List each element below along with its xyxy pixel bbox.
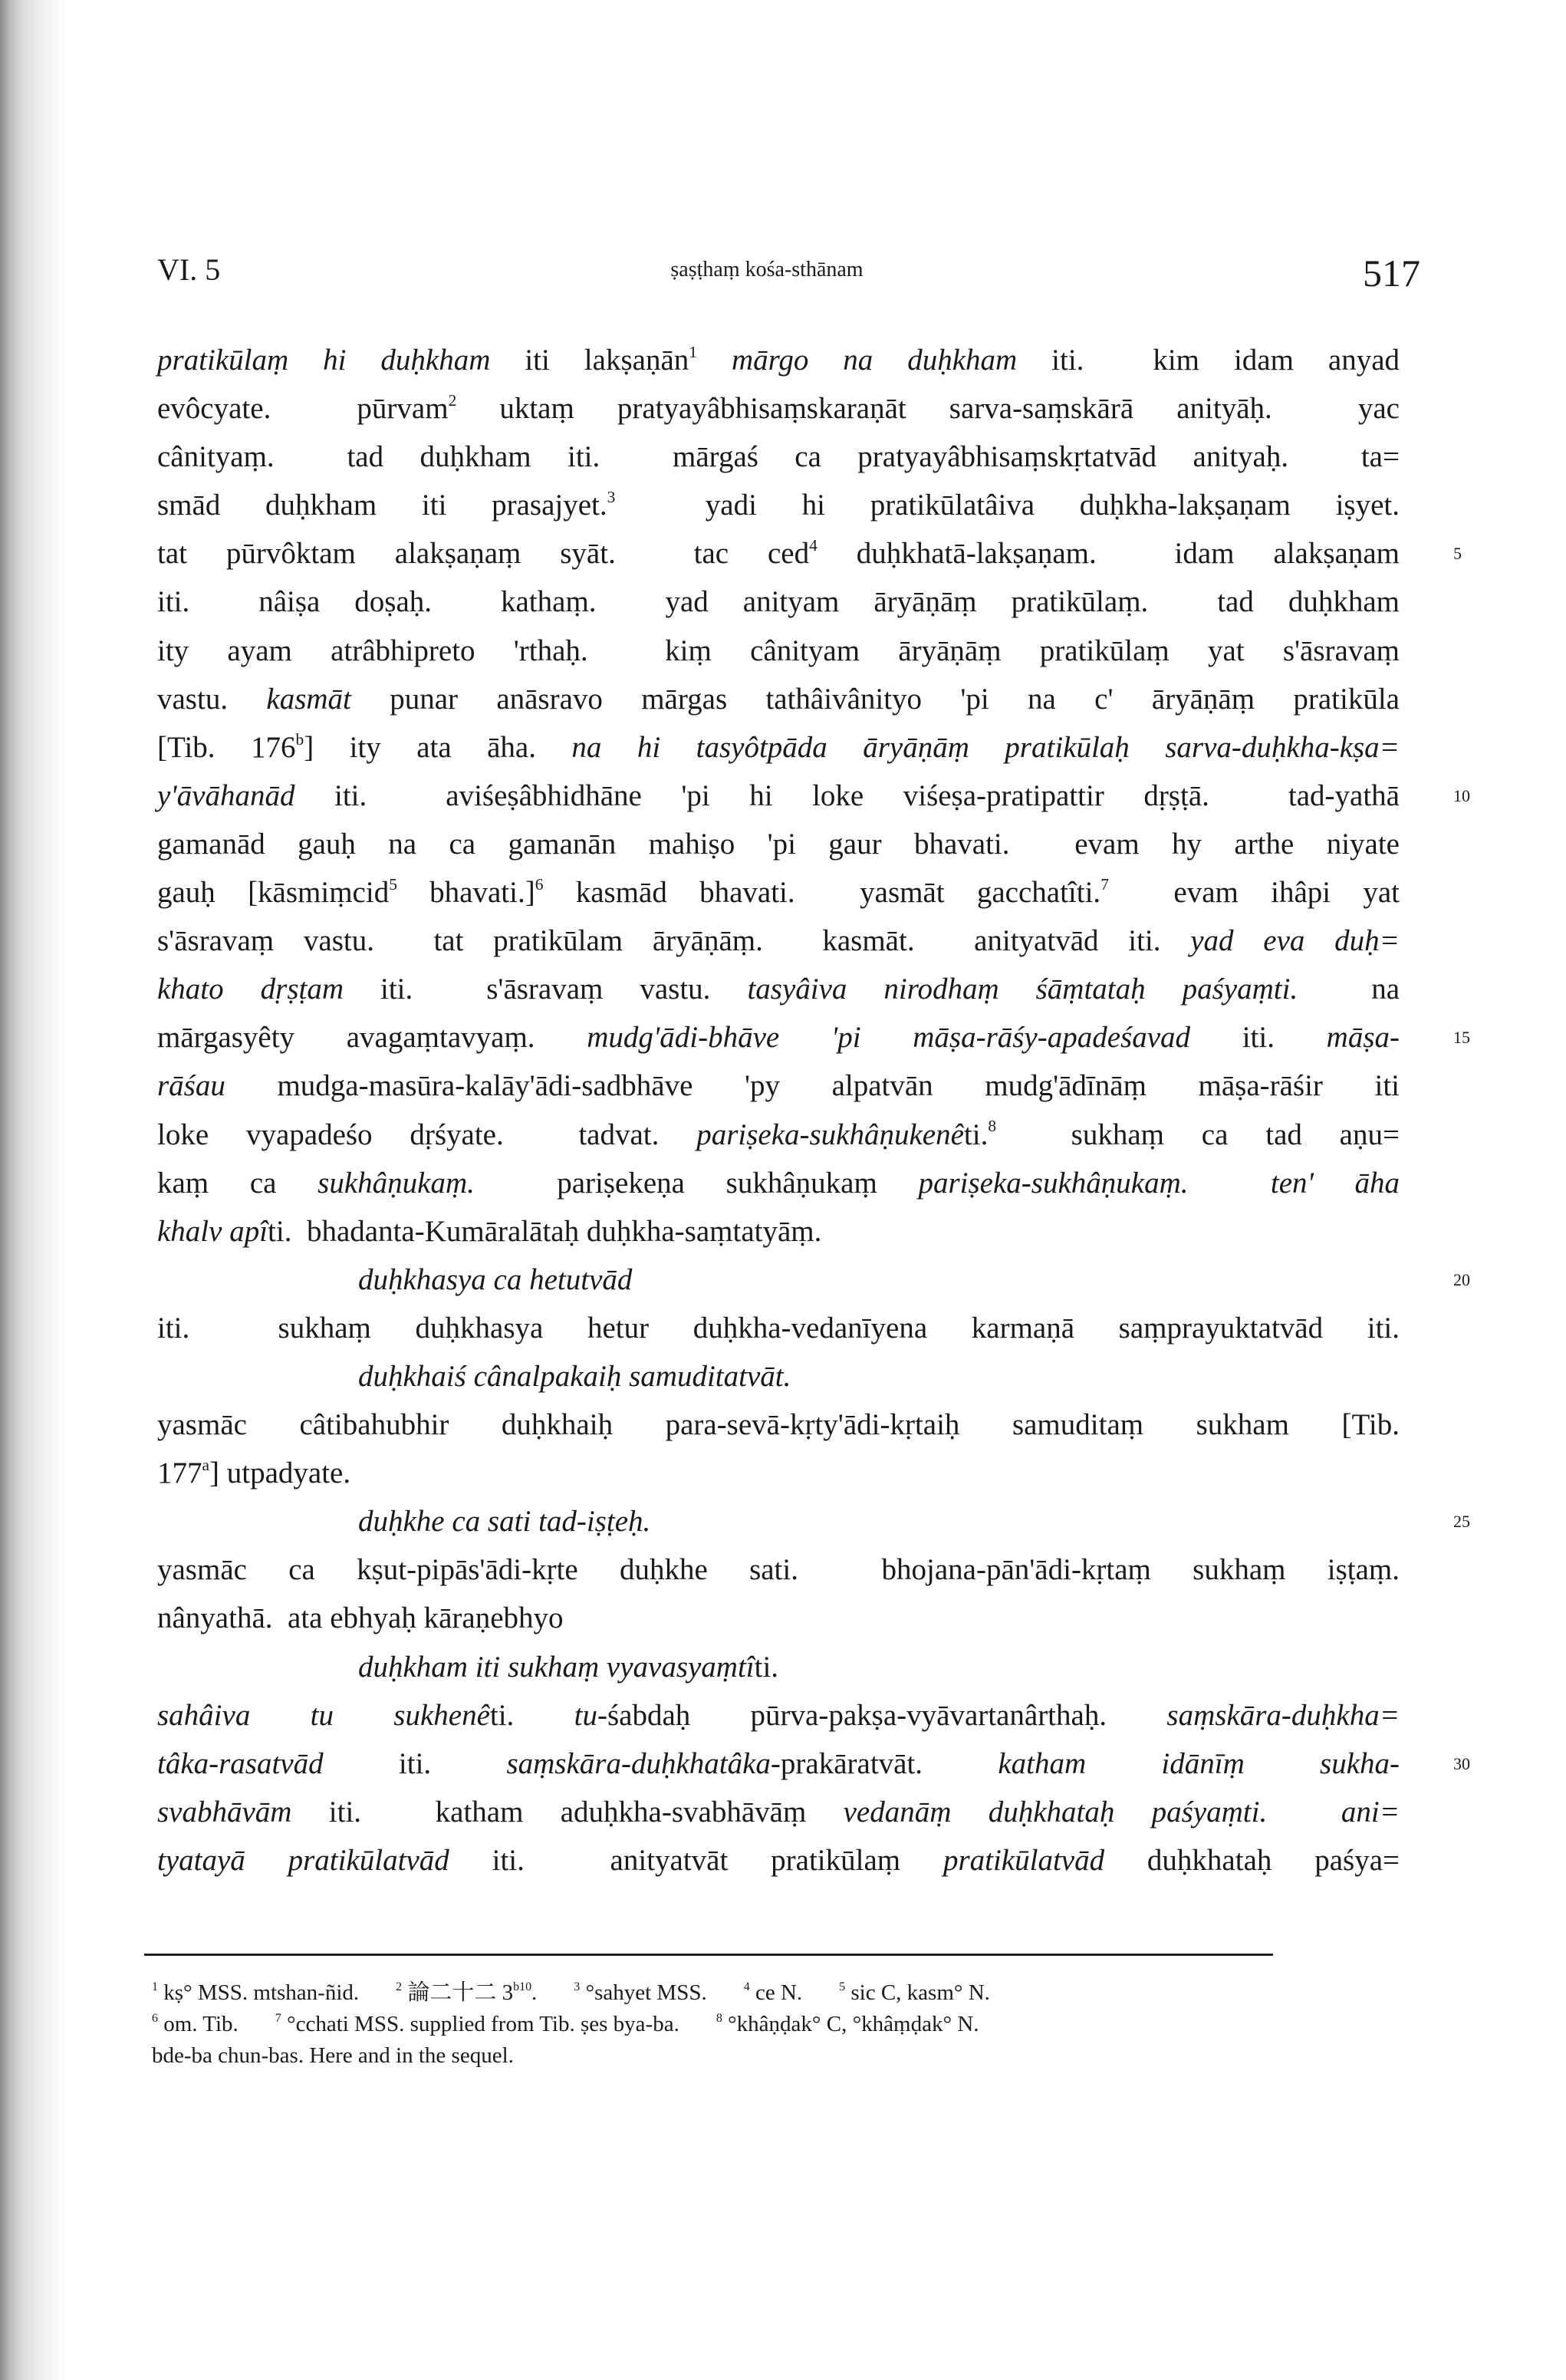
footnote-text: om. Tib. (163, 2012, 239, 2036)
page-number: 517 (1363, 252, 1420, 295)
text-segment: ti. bhadanta-Kumāralātaḥ duḥkha-saṃtatyāṃ. (268, 1214, 822, 1248)
running-title: ṣaṣṭhaṃ kośa-sthānam (670, 258, 864, 281)
italic-text: y'āvāhanād (157, 779, 295, 812)
text-segment: yasmāc câtibahubhir duḥkhaiḥ para-sevā-kṛty'ādi-kṛtaiḥ samuditaṃ sukham [Tib. (157, 1408, 1400, 1442)
italic-text: pratikūlatvād (943, 1843, 1105, 1877)
italic-text: mudg'ādi-bhāve 'pi māṣa-rāśy-apadeśavad (587, 1021, 1191, 1055)
text-segment: iti. aviśeṣâbhidhāne 'pi hi loke viśeṣa-pratipattir dṛṣṭā. tad-yathā (294, 779, 1400, 812)
text-segment: uktaṃ pratyayâbhisaṃskaraṇāt sarva-saṃskārā anityāḥ. yac (456, 392, 1400, 426)
footnote (275, 2012, 679, 2036)
footnote-number: 6 (152, 2012, 158, 2026)
footnote (152, 1980, 359, 2005)
text-line (157, 1836, 1400, 1885)
text-segment: iti. sukhaṃ duḥkhasya hetur duḥkha-vedanīyena karmaṇā saṃprayuktatvād iti. (157, 1311, 1400, 1345)
footnote (396, 1980, 537, 2005)
footnote-number: 8 (716, 2012, 722, 2026)
italic-text: sahâiva tu sukhenê (157, 1698, 490, 1732)
footnote-marker: 6 (535, 874, 544, 894)
text-line (157, 868, 1400, 917)
text-segment: smād duḥkham iti prasajyet. (157, 489, 607, 522)
text-line (157, 1304, 1400, 1352)
footnote-number: 5 (839, 1980, 846, 1994)
footnote-text: kṣ° MSS. mtshan-ñid. (163, 1980, 360, 2005)
text-line (157, 529, 1462, 578)
footnote-marker: 2 (448, 391, 457, 410)
italic-text: tyatayā pratikūlatvād (157, 1843, 449, 1877)
text-line (157, 965, 1400, 1013)
italic-text: duḥkham iti sukhaṃ vyavasyaṃtî (358, 1650, 755, 1684)
text-segment: punar anāsravo mārgas tathâivânityo 'pi na c' āryāṇāṃ pratikūla (350, 682, 1400, 716)
text-line (157, 917, 1400, 965)
text-segment: gamanād gauḥ na ca gamanān mahiṣo 'pi gaur bhavati. evam hy arthe niyate (157, 827, 1400, 861)
footnote-line (152, 2040, 1379, 2072)
text-segment: iti. (1190, 1021, 1327, 1055)
italic-text: sukhâṇukaṃ. (317, 1166, 475, 1200)
italic-text: ani= (1341, 1795, 1400, 1829)
footnote-superscript: b10 (513, 1980, 532, 1994)
footnote-divider (144, 1954, 1273, 1956)
footnote-marker: 1 (689, 342, 697, 361)
text-segment: yasmāc ca kṣut-pipās'ādi-kṛte duḥkhe sati. bhojana-pān'ādi-kṛtaṃ sukhaṃ iṣṭaṃ. (157, 1553, 1400, 1587)
footnote-line (152, 2009, 1379, 2040)
text-segment: ity ayam atrâbhipreto 'rthaḥ. kiṃ cânityam āryāṇāṃ pratikūlaṃ yat s'āsravaṃ (157, 634, 1400, 667)
footnote-number: 7 (275, 2012, 281, 2026)
italic-text: saṃskāra-duḥkha= (1166, 1698, 1400, 1732)
italic-text: pariṣeka-sukhâṇukenê (696, 1118, 964, 1151)
italic-text: khalv apî (157, 1214, 268, 1248)
text-line (157, 1788, 1400, 1836)
text-segment: loke vyapadeśo dṛśyate. tadvat. (157, 1118, 697, 1151)
text-line (157, 675, 1400, 723)
text-line (157, 336, 1400, 384)
italic-text: māṣa- (1326, 1021, 1400, 1055)
text-segment: iti. katham aduḥkha-svabhāvāṃ (291, 1795, 844, 1829)
text-segment: tat pūrvôktam alakṣaṇaṃ syāt. tac ced (157, 537, 810, 571)
footnote (839, 1980, 990, 2005)
italic-text: duḥkhasya ca hetutvād (358, 1262, 633, 1296)
italic-text: duḥkhaiś cânalpakaiḥ samuditatvāt. (358, 1359, 791, 1393)
text-segment: -prakāratvāt. (770, 1746, 998, 1780)
text-line (157, 1740, 1470, 1788)
footnote-line (152, 1977, 1379, 2009)
text-line (157, 1691, 1400, 1740)
text-segment: evam ihâpi yat (1108, 876, 1400, 910)
italic-text: svabhāvām (157, 1795, 292, 1829)
italic-text: vedanāṃ duḥkhataḥ paśyaṃti. (843, 1795, 1268, 1829)
text-segment: iti. nâiṣa doṣaḥ. kathaṃ. yad anityam āryāṇāṃ pratikūlaṃ. tad duḥkham (157, 585, 1400, 619)
text-segment: mārgasyêty avagaṃtavyaṃ. (157, 1021, 587, 1055)
text-line (157, 1256, 1470, 1304)
text-line (157, 1546, 1400, 1594)
footnote-marker: b (295, 729, 304, 749)
text-segment: iti lakṣaṇān (490, 344, 689, 377)
text-segment: kasmād bhavati. yasmāt gacchatîti. (543, 876, 1101, 910)
footnote-text: °khâṇḍak° C, °khâṃḍak° N. (728, 2012, 979, 2036)
italic-text: tasyâiva nirodhaṃ śāṃtataḥ paśyaṃti. (747, 973, 1298, 1006)
text-line (157, 1159, 1400, 1207)
text-line (157, 384, 1400, 433)
scan-border-shadow (0, 0, 69, 2380)
text-line (157, 1062, 1400, 1110)
text-segment: yadi hi pratikūlatâiva duḥkha-lakṣaṇam iṣyet. (615, 489, 1400, 522)
text-line (157, 433, 1400, 481)
footnote-text: °sahyet MSS. (585, 1980, 707, 2005)
footnote (152, 2043, 514, 2068)
text-segment: [Tib. 176 (157, 730, 296, 764)
italic-text: kasmāt (266, 682, 351, 716)
text-segment: ti. (754, 1650, 779, 1684)
text-segment: nânyathā. ata ebhyaḥ kāraṇebhyo (157, 1601, 564, 1635)
italic-text: tu (574, 1698, 597, 1732)
text-line (157, 578, 1400, 626)
italic-text: pratikūlaṃ hi duḥkham (157, 344, 491, 377)
text-line (157, 1013, 1470, 1062)
footnote (574, 1980, 706, 2005)
line-number: 20 (1453, 1269, 1470, 1289)
footnote-text: bde-ba chun-bas. Here and in the sequel. (152, 2043, 514, 2068)
text-line (157, 1449, 1400, 1497)
text-line (157, 820, 1400, 868)
italic-text: na hi tasyôtpāda āryāṇāṃ pratikūlaḥ sarva-duḥkha-kṣa= (571, 730, 1400, 764)
text-segment: pariṣekeṇa sukhâṇukaṃ (474, 1166, 919, 1200)
text-line (157, 772, 1470, 820)
text-segment: vastu. (157, 682, 267, 716)
line-number: 30 (1453, 1753, 1470, 1773)
text-segment: duḥkhataḥ paśya= (1104, 1843, 1400, 1877)
footnote-text: sic C, kasm° N. (850, 1980, 990, 2005)
footnote-number: 4 (743, 1980, 750, 1994)
main-text (157, 336, 1470, 1885)
footnote-number: 3 (574, 1980, 581, 1994)
footnote-text: ce N. (755, 1980, 803, 2005)
text-segment: -śabdaḥ pūrva-pakṣa-vyāvartanârthaḥ. (597, 1698, 1167, 1732)
italic-text: yad eva duḥ= (1190, 924, 1400, 958)
italic-text: saṃskāra-duḥkhatâka (506, 1746, 771, 1780)
text-segment: gauḥ [kāsmiṃcid (157, 876, 390, 910)
chapter-reference: VI. 5 (157, 252, 221, 287)
italic-text: tâka-rasatvād (157, 1746, 324, 1780)
text-segment: na (1298, 973, 1400, 1006)
italic-text: rāśau (157, 1069, 225, 1103)
footnote-text: °cchati MSS. supplied from Tib. ṣes bya-ba. (286, 2012, 679, 2036)
text-line (157, 627, 1400, 675)
footnotes (152, 1977, 1379, 2072)
text-segment: ] ity ata āha. (304, 730, 572, 764)
text-segment (1267, 1796, 1341, 1829)
italic-text: mārgo na duḥkham (731, 344, 1018, 377)
footnote (152, 2012, 239, 2036)
line-number: 25 (1453, 1512, 1470, 1532)
text-line (157, 1352, 1400, 1401)
text-segment: kaṃ ca (157, 1166, 318, 1200)
line-number: 15 (1453, 1028, 1470, 1048)
text-line (157, 481, 1400, 529)
text-line (157, 1497, 1470, 1546)
text-segment: s'āsravaṃ vastu. tat pratikūlam āryāṇāṃ. kasmāt. anityatvād iti. (157, 924, 1191, 958)
text-line (157, 723, 1400, 772)
text-segment: duḥkhatā-lakṣaṇam. idam alakṣaṇam (817, 537, 1400, 571)
text-line (157, 1401, 1400, 1449)
footnote (716, 2012, 979, 2036)
footnote-marker: 3 (607, 488, 616, 507)
text-segment: iti. anityatvāt pratikūlaṃ (449, 1843, 943, 1877)
footnote-number: 2 (396, 1980, 403, 1994)
text-segment: iti. s'āsravaṃ vastu. (344, 973, 748, 1006)
text-segment: evôcyate. pūrvam (157, 392, 449, 426)
text-segment (697, 344, 732, 377)
italic-text: duḥkhe ca sati tad-iṣṭeḥ. (358, 1505, 651, 1539)
text-segment: sukhaṃ ca tad aṇu= (996, 1118, 1400, 1151)
italic-text: khato dṛṣṭam (157, 973, 344, 1006)
footnote-marker: a (202, 1456, 210, 1475)
italic-text: ten' āha (1270, 1166, 1400, 1200)
text-segment: iti. kim idam anyad (1017, 344, 1400, 377)
text-segment: bhavati.] (396, 876, 535, 910)
footnote-marker: 7 (1100, 874, 1109, 894)
text-segment: cânityaṃ. tad duḥkham iti. mārgaś ca pratyayâbhisaṃskṛtatvād anityaḥ. ta= (157, 440, 1400, 474)
text-segment: ] utpadyate. (209, 1457, 351, 1490)
footnote-marker: 8 (988, 1117, 997, 1136)
text-line (157, 1594, 1400, 1642)
italic-text: katham idānīṃ sukha- (998, 1746, 1400, 1780)
footnote-text: . (531, 1980, 538, 2005)
text-segment: iti. (323, 1746, 507, 1780)
text-line (157, 1207, 1400, 1256)
italic-text: pariṣeka-sukhâṇukaṃ. (918, 1166, 1189, 1200)
line-number: 10 (1453, 785, 1470, 805)
footnote (744, 1980, 802, 2005)
text-segment: 177 (157, 1457, 202, 1490)
text-segment: ti. (489, 1698, 574, 1732)
text-line (157, 1643, 1400, 1691)
footnote-marker: 5 (389, 874, 397, 894)
footnote-text: 論二十二 3 (407, 1980, 514, 2005)
text-line (157, 1111, 1400, 1159)
footnote-marker: 4 (809, 536, 818, 555)
line-number: 5 (1453, 544, 1462, 564)
text-segment: ti. (963, 1118, 989, 1151)
footnote-number: 1 (152, 1980, 158, 1994)
text-segment: mudga-masūra-kalāy'ādi-sadbhāve 'py alpatvān mudg'ādīnāṃ māṣa-rāśir iti (225, 1069, 1400, 1103)
text-segment (1188, 1167, 1270, 1200)
